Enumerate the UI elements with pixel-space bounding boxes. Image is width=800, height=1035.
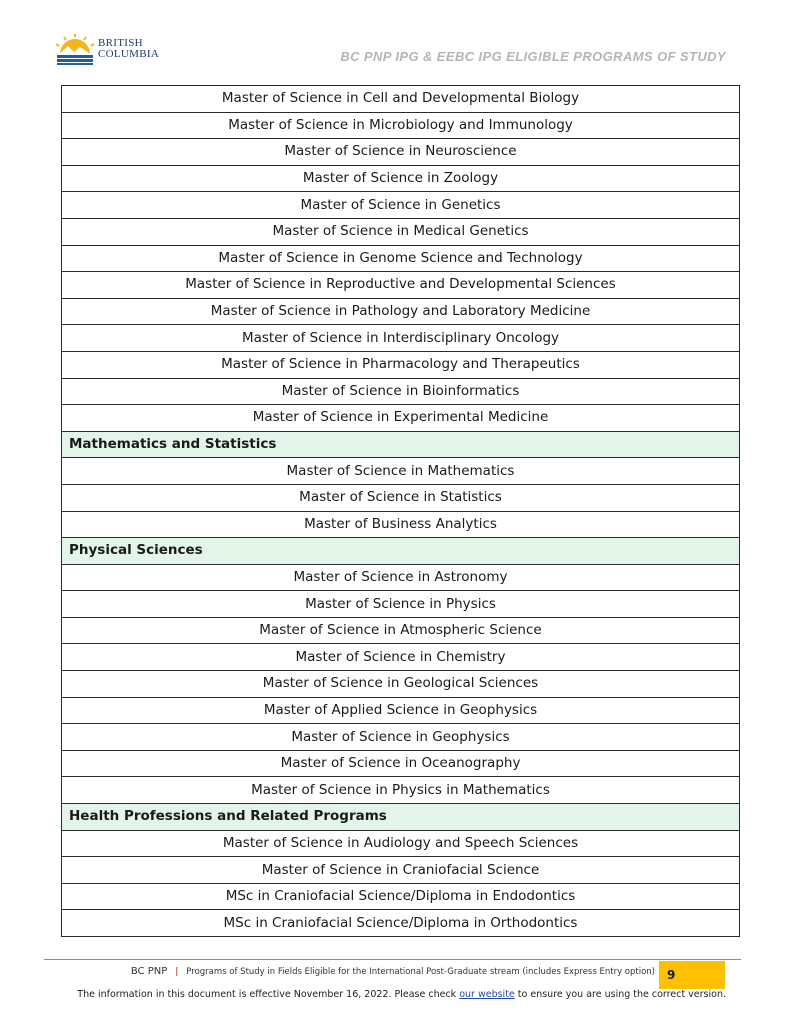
program-name: Master of Science in Craniofacial Science [62, 857, 740, 884]
table-row [62, 351, 740, 378]
category-heading: Mathematics and Statistics [62, 431, 740, 458]
table-row [62, 165, 740, 192]
footer-divider [44, 959, 741, 960]
page-number: 9 [659, 961, 725, 989]
program-name: Master of Science in Pharmacology and Therapeutics [62, 351, 740, 378]
table-row [62, 910, 740, 937]
document-title: BC PNP IPG & EEBC IPG ELIGIBLE PROGRAMS OF STUDY [340, 49, 726, 64]
table-row [62, 777, 740, 804]
table-row [62, 564, 740, 591]
table-row [62, 325, 740, 352]
table-row [62, 245, 740, 272]
program-name: Master of Science in Genome Science and Technology [62, 245, 740, 272]
bc-logo [54, 34, 169, 68]
logo-line-1: BRITISH [98, 37, 143, 49]
table-row [62, 484, 740, 511]
table-row [62, 830, 740, 857]
table-row [62, 617, 740, 644]
sun-mountain-icon [54, 34, 96, 66]
program-name: Master of Science in Zoology [62, 165, 740, 192]
table-row [62, 671, 740, 698]
footer-caption [0, 966, 655, 977]
program-name: Master of Science in Physics [62, 591, 740, 618]
program-name: Master of Science in Interdisciplinary Oncology [62, 325, 740, 352]
website-link[interactable]: our website [459, 989, 515, 1000]
program-name: Master of Science in Medical Genetics [62, 218, 740, 245]
category-row [62, 431, 740, 458]
table-row [62, 697, 740, 724]
table-row [62, 724, 740, 751]
category-heading: Health Professions and Related Programs [62, 804, 740, 831]
table-row [62, 644, 740, 671]
program-name: Master of Science in Oceanography [62, 750, 740, 777]
program-name: Master of Science in Experimental Medicine [62, 405, 740, 432]
table-row [62, 883, 740, 910]
program-name: Master of Science in Atmospheric Science [62, 617, 740, 644]
program-name: Master of Science in Chemistry [62, 644, 740, 671]
table-row [62, 750, 740, 777]
category-row [62, 804, 740, 831]
program-name: Master of Science in Microbiology and Immunology [62, 112, 740, 139]
logo-wordmark [98, 38, 159, 60]
table-row [62, 511, 740, 538]
category-heading: Physical Sciences [62, 538, 740, 565]
program-name: Master of Science in Geological Sciences [62, 671, 740, 698]
table-row [62, 591, 740, 618]
program-name: Master of Science in Physics in Mathematics [62, 777, 740, 804]
footer-separator: | [175, 967, 179, 977]
table-row [62, 139, 740, 166]
program-name: Master of Science in Neuroscience [62, 139, 740, 166]
program-name: Master of Science in Bioinformatics [62, 378, 740, 405]
table-row [62, 405, 740, 432]
table-row [62, 192, 740, 219]
table-row [62, 86, 740, 113]
category-row [62, 538, 740, 565]
table-row [62, 857, 740, 884]
table-row [62, 298, 740, 325]
program-name: Master of Science in Mathematics [62, 458, 740, 485]
program-name: Master of Science in Reproductive and Developmental Sciences [62, 272, 740, 299]
program-name: Master of Science in Pathology and Laboratory Medicine [62, 298, 740, 325]
program-name: MSc in Craniofacial Science/Diploma in Endodontics [62, 883, 740, 910]
logo-line-2: COLUMBIA [98, 48, 160, 60]
notice-text-before: The information in this document is effective November 16, 2022. Please check [77, 989, 457, 1000]
table-row [62, 218, 740, 245]
table-row [62, 458, 740, 485]
program-name: MSc in Craniofacial Science/Diploma in Orthodontics [62, 910, 740, 937]
footer-notice [0, 989, 726, 1000]
program-name: Master of Science in Audiology and Speech Sciences [62, 830, 740, 857]
program-name: Master of Science in Astronomy [62, 564, 740, 591]
program-name: Master of Science in Cell and Developmental Biology [62, 86, 740, 113]
table-row [62, 272, 740, 299]
programs-table [61, 85, 740, 937]
program-name: Master of Science in Geophysics [62, 724, 740, 751]
footer-brand: BC PNP [130, 966, 168, 977]
programs-table-body [62, 86, 740, 937]
program-name: Master of Business Analytics [62, 511, 740, 538]
table-row [62, 112, 740, 139]
program-name: Master of Applied Science in Geophysics [62, 697, 740, 724]
notice-text-after: to ensure you are using the correct version. [517, 989, 726, 1000]
footer-subtitle: Programs of Study in Fields Eligible for the International Post-Graduate stream (includes Express Entry option) [186, 967, 655, 977]
program-name: Master of Science in Statistics [62, 484, 740, 511]
table-row [62, 378, 740, 405]
program-name: Master of Science in Genetics [62, 192, 740, 219]
